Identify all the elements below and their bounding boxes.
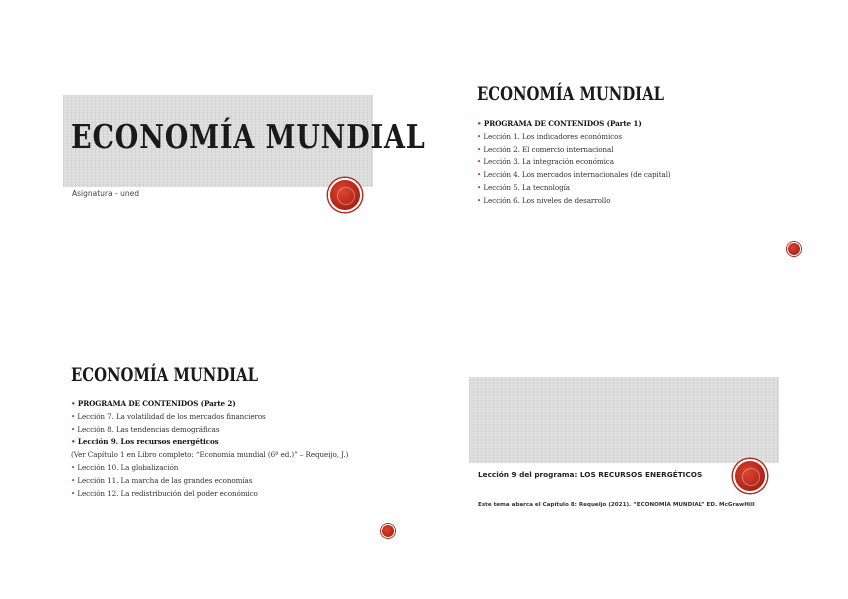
slide-heading: ECONOMÍA MUNDIAL <box>71 364 259 386</box>
list-item: • Lección 1. Los indicadores económicos <box>477 131 671 144</box>
red-circle-icon <box>381 524 395 538</box>
chapter-note: Este tema abarca el Capítulo 8: Requeijo (2021). “ECONOMÍA MUNDIAL” ED. McGrawHill <box>478 502 755 508</box>
list-item: • PROGRAMA DE CONTENIDOS (Parte 2) <box>71 398 348 411</box>
lesson-title: Lección 9 del programa: LOS RECURSOS ENERGÉTICOS <box>478 470 703 479</box>
list-item: • Lección 8. Las tendencias demográficas <box>71 424 348 437</box>
red-circle-icon <box>733 459 767 493</box>
list-item: • PROGRAMA DE CONTENIDOS (Parte 1) <box>477 118 671 131</box>
list-item: • Lección 12. La redistribución del poder económico <box>71 488 348 501</box>
list-item: • Lección 11. La marcha de las grandes economías <box>71 475 348 488</box>
course-subtitle: Asignatura - uned <box>72 189 139 198</box>
slide-heading: ECONOMÍA MUNDIAL <box>477 83 665 105</box>
list-item: • Lección 9. Los recursos energéticos <box>71 436 348 449</box>
list-item: • Lección 5. La tecnología <box>477 182 671 195</box>
presentation-title: ECONOMÍA MUNDIAL <box>71 117 426 156</box>
content-list <box>71 398 348 500</box>
list-item: (Ver Capítulo 1 en Libro completo: “Economía mundial (6ª ed.)” – Requeijo, J.) <box>71 450 349 460</box>
list-item: • Lección 4. Los mercados internacionales (de capital) <box>477 169 671 182</box>
list-item: • Lección 7. La volatilidad de los mercados financieros <box>71 411 348 424</box>
title-banner <box>469 377 779 463</box>
list-item: • Lección 3. La integración económica <box>477 156 671 169</box>
red-circle-icon <box>787 242 801 256</box>
list-item: • Lección 6. Los niveles de desarrollo <box>477 195 671 208</box>
list-item: • Lección 2. El comercio internacional <box>477 144 671 157</box>
content-list <box>477 118 671 208</box>
list-item: • Lección 10. La globalización <box>71 462 348 475</box>
